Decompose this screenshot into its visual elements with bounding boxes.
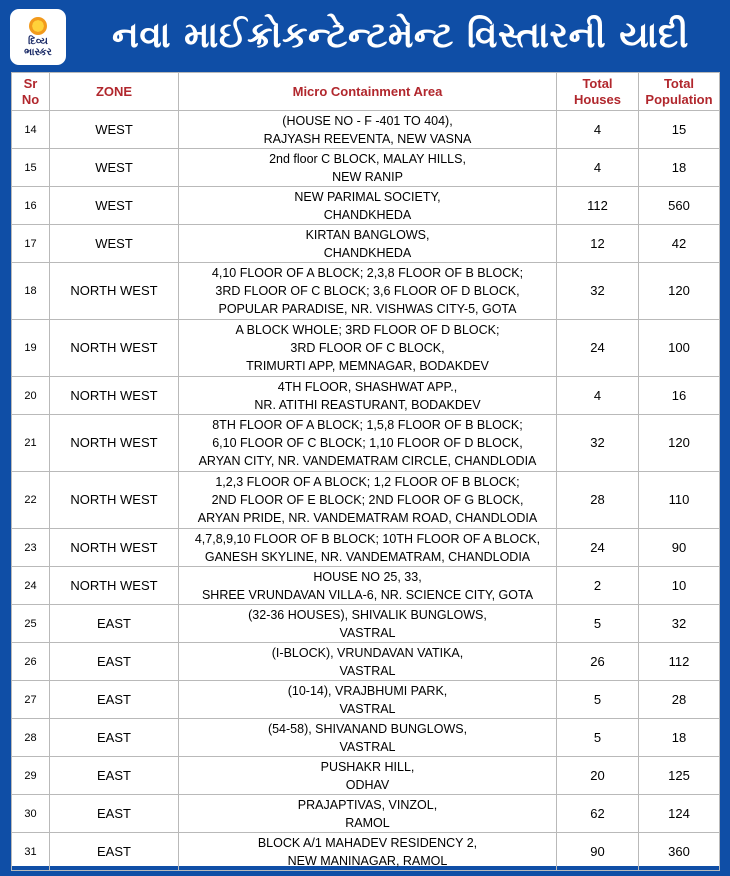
row-zone-cell: EAST [50,757,179,795]
col-header-zone: ZONE [50,73,179,111]
table-row [12,529,720,567]
row-houses-cell: 26 [557,643,639,681]
row-houses-cell: 4 [557,149,639,187]
table-row [12,643,720,681]
table-row [12,757,720,795]
row-houses-cell: 112 [557,187,639,225]
row-zone-cell: EAST [50,795,179,833]
row-zone-cell: NORTH WEST [50,529,179,567]
row-houses-cell: 62 [557,795,639,833]
row-area-cell: KIRTAN BANGLOWS, CHANDKHEDA [179,225,557,263]
row-zone-cell: NORTH WEST [50,263,179,320]
row-houses-cell: 5 [557,605,639,643]
table-row [12,795,720,833]
row-area-cell: BLOCK A/1 MAHADEV RESIDENCY 2, NEW MANINAGAR, RAMOL [179,833,557,871]
row-houses-cell: 90 [557,833,639,871]
row-sr-cell: 29 [12,757,50,795]
row-population-cell: 100 [639,320,720,377]
table-row [12,263,720,320]
row-population-cell: 28 [639,681,720,719]
row-sr-cell: 16 [12,187,50,225]
row-sr-cell: 23 [12,529,50,567]
row-area-cell: PUSHAKR HILL, ODHAV [179,757,557,795]
row-area-cell: 8TH FLOOR OF A BLOCK; 1,5,8 FLOOR OF B BLOCK; 6,10 FLOOR OF C BLOCK; 1,10 FLOOR OF D BLOCK, ARYAN CITY, NR. VANDEMATRAM CIRCLE, CHANDLODIA [179,415,557,472]
containment-table [11,72,720,871]
row-area-cell: 4TH FLOOR, SHASHWAT APP., NR. ATITHI REASTURANT, BODAKDEV [179,377,557,415]
row-area-cell: (32-36 HOUSES), SHIVALIK BUNGLOWS, VASTRAL [179,605,557,643]
table-header-row [12,73,720,111]
row-population-cell: 15 [639,111,720,149]
row-sr-cell: 18 [12,263,50,320]
row-zone-cell: EAST [50,681,179,719]
table-row [12,415,720,472]
table-row [12,149,720,187]
row-houses-cell: 28 [557,472,639,529]
row-sr-cell: 20 [12,377,50,415]
table-row [12,472,720,529]
logo-line2: ભાસ્કર [24,46,52,58]
row-zone-cell: WEST [50,149,179,187]
row-sr-cell: 25 [12,605,50,643]
row-houses-cell: 24 [557,320,639,377]
row-population-cell: 360 [639,833,720,871]
row-area-cell: 1,2,3 FLOOR OF A BLOCK; 1,2 FLOOR OF B BLOCK; 2ND FLOOR OF E BLOCK; 2ND FLOOR OF G BLOCK, ARYAN PRIDE, NR. VANDEMATRAM ROAD, CHANDLODIA [179,472,557,529]
table-row [12,320,720,377]
row-houses-cell: 20 [557,757,639,795]
row-population-cell: 124 [639,795,720,833]
row-zone-cell: NORTH WEST [50,415,179,472]
row-houses-cell: 5 [557,719,639,757]
row-sr-cell: 31 [12,833,50,871]
row-zone-cell: WEST [50,111,179,149]
row-sr-cell: 15 [12,149,50,187]
row-zone-cell: EAST [50,719,179,757]
table-body [12,111,720,871]
header [0,0,730,72]
row-houses-cell: 24 [557,529,639,567]
row-houses-cell: 32 [557,415,639,472]
table-row [12,719,720,757]
row-sr-cell: 17 [12,225,50,263]
row-area-cell: HOUSE NO 25, 33, SHREE VRUNDAVAN VILLA-6, NR. SCIENCE CITY, GOTA [179,567,557,605]
table-row [12,187,720,225]
row-zone-cell: EAST [50,605,179,643]
row-area-cell: (10-14), VRAJBHUMI PARK, VASTRAL [179,681,557,719]
logo-line1: દિવ્ય [28,35,48,47]
row-population-cell: 42 [639,225,720,263]
row-area-cell: (HOUSE NO - F -401 TO 404), RAJYASH REEVENTA, NEW VASNA [179,111,557,149]
row-area-cell: (54-58), SHIVANAND BUNGLOWS, VASTRAL [179,719,557,757]
row-sr-cell: 26 [12,643,50,681]
table-row [12,567,720,605]
row-houses-cell: 4 [557,377,639,415]
row-zone-cell: NORTH WEST [50,567,179,605]
page-title: નવા માઈક્રોકન્ટેન્ટમેન્ટ વિસ્તારની યાદી [112,15,689,56]
row-population-cell: 16 [639,377,720,415]
col-header-sr: Sr No [12,73,50,111]
row-area-cell: 4,10 FLOOR OF A BLOCK; 2,3,8 FLOOR OF B BLOCK; 3RD FLOOR OF C BLOCK; 3,6 FLOOR OF D BLOCK, POPULAR PARADISE, NR. VISHWAS CITY-5, GOTA [179,263,557,320]
row-area-cell: NEW PARIMAL SOCIETY, CHANDKHEDA [179,187,557,225]
row-population-cell: 560 [639,187,720,225]
row-sr-cell: 14 [12,111,50,149]
divya-bhaskar-logo [10,9,66,65]
row-population-cell: 90 [639,529,720,567]
row-sr-cell: 30 [12,795,50,833]
row-sr-cell: 24 [12,567,50,605]
table-row [12,225,720,263]
row-sr-cell: 22 [12,472,50,529]
table-row [12,111,720,149]
row-population-cell: 18 [639,719,720,757]
row-sr-cell: 19 [12,320,50,377]
col-header-area: Micro Containment Area [179,73,557,111]
row-population-cell: 120 [639,263,720,320]
sun-icon [29,17,47,35]
row-population-cell: 32 [639,605,720,643]
row-area-cell: PRAJAPTIVAS, VINZOL, RAMOL [179,795,557,833]
row-zone-cell: EAST [50,643,179,681]
row-population-cell: 120 [639,415,720,472]
row-sr-cell: 21 [12,415,50,472]
row-houses-cell: 2 [557,567,639,605]
row-population-cell: 110 [639,472,720,529]
col-header-population: Total Population [639,73,720,111]
row-houses-cell: 4 [557,111,639,149]
row-population-cell: 10 [639,567,720,605]
row-houses-cell: 5 [557,681,639,719]
table-row [12,377,720,415]
row-area-cell: 4,7,8,9,10 FLOOR OF B BLOCK; 10TH FLOOR OF A BLOCK, GANESH SKYLINE, NR. VANDEMATRAM, CHANDLODIA [179,529,557,567]
row-population-cell: 18 [639,149,720,187]
row-area-cell: 2nd floor C BLOCK, MALAY HILLS, NEW RANIP [179,149,557,187]
row-population-cell: 112 [639,643,720,681]
row-zone-cell: WEST [50,225,179,263]
row-sr-cell: 28 [12,719,50,757]
table-row [12,833,720,871]
row-houses-cell: 32 [557,263,639,320]
row-zone-cell: WEST [50,187,179,225]
table-row [12,681,720,719]
row-zone-cell: NORTH WEST [50,320,179,377]
containment-sheet [11,72,719,866]
row-area-cell: A BLOCK WHOLE; 3RD FLOOR OF D BLOCK; 3RD FLOOR OF C BLOCK, TRIMURTI APP, MEMNAGAR, BODAKDEV [179,320,557,377]
row-houses-cell: 12 [557,225,639,263]
row-zone-cell: NORTH WEST [50,472,179,529]
row-area-cell: (I-BLOCK), VRUNDAVAN VATIKA, VASTRAL [179,643,557,681]
row-zone-cell: EAST [50,833,179,871]
row-population-cell: 125 [639,757,720,795]
row-sr-cell: 27 [12,681,50,719]
col-header-houses: Total Houses [557,73,639,111]
row-zone-cell: NORTH WEST [50,377,179,415]
table-row [12,605,720,643]
